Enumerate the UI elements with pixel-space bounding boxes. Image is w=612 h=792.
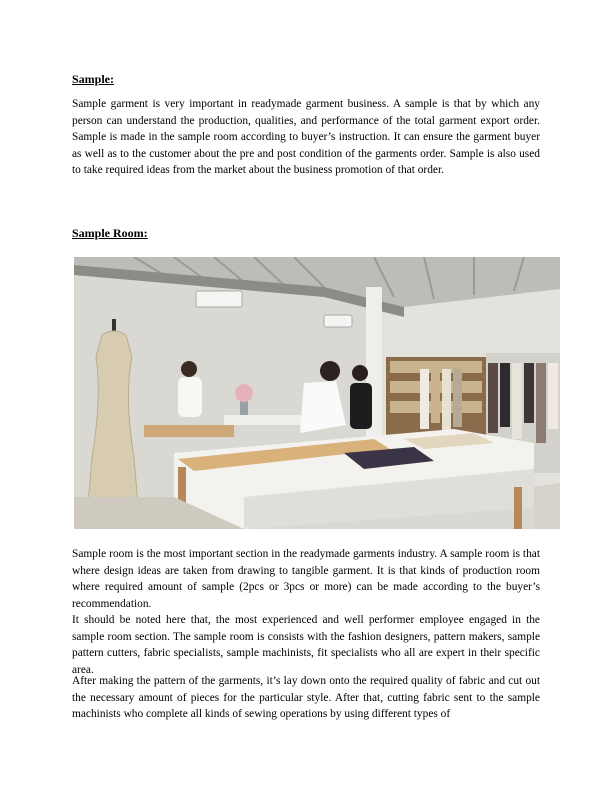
photo-ac-unit bbox=[196, 291, 242, 307]
sample-paragraph: Sample garment is very important in readymade garment business. A sample is that by which any person can understand the production, qualities, and performance of the total garment export order. Sample is made in the sample room according to buyer’s instruction. It can ensure the garment buyer as well as to the customer about the pre and post condition of the garments order. Sample is also used to take required ideas from the market about the business promotion of that order. bbox=[72, 98, 540, 176]
sample-room-paragraph-2: It should be noted here that, the most experienced and well performer employee engaged in the sample room section. The sample room is consists with the fashion designers, pattern makers, sample pattern cutters, fabric specialists, sample machinists, fit specialists who all are expert in their specific area. bbox=[72, 614, 540, 676]
photo-ac-unit bbox=[324, 315, 352, 327]
heading-sample-room: Sample Room: bbox=[72, 226, 148, 240]
photo-worker-head bbox=[320, 361, 340, 381]
photo-floor bbox=[534, 483, 560, 529]
sample-room-photo bbox=[74, 257, 560, 529]
photo-worker-body bbox=[350, 383, 372, 429]
heading-sample: Sample: bbox=[72, 72, 114, 86]
photo-flowers bbox=[235, 384, 253, 402]
sample-room-paragraph-3: After making the pattern of the garments, it’s lay down onto the required quality of fabric and cut out the necessary amount of pieces for the particular style. After that, cutting fabric sent to the sample machinists who complete all kinds of sewing operations by using different types of bbox=[72, 675, 540, 720]
photo-worker-body bbox=[178, 377, 202, 417]
photo-table-leg bbox=[514, 487, 522, 529]
photo-worker-head bbox=[181, 361, 197, 377]
photo-back-table bbox=[144, 425, 234, 437]
sample-room-paragraph-1: Sample room is the most important section in the readymade garments industry. A sample room is that where design ideas are taken from drawing to tangible garment. It is that kinds of production room where required amount of sample (2pcs or 3pcs or more) can be made according to the buyer’s recommendation. bbox=[72, 548, 540, 610]
photo-worker-head bbox=[352, 365, 368, 381]
